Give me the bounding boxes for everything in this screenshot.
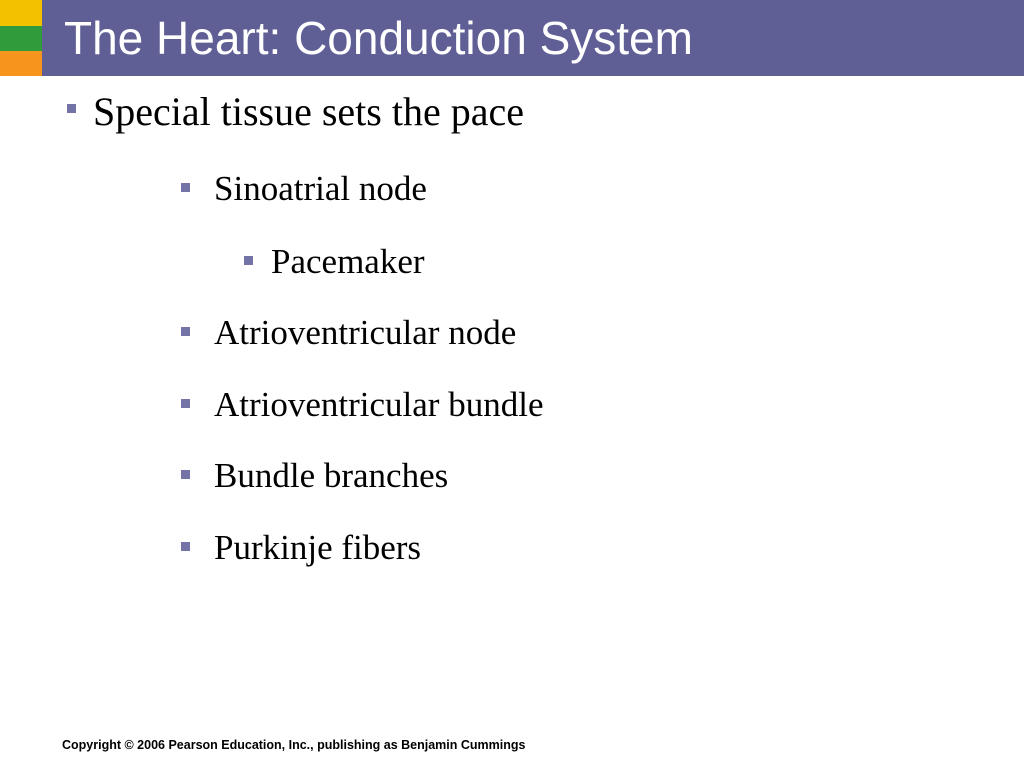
accent-yellow-block	[0, 0, 42, 26]
bullet-item-bundle-branches: Bundle branches	[214, 456, 449, 495]
bullet-item-atrioventricular-node: Atrioventricular node	[214, 313, 517, 352]
bullet-icon	[181, 183, 190, 192]
accent-green-block	[0, 26, 42, 51]
bullet-icon	[67, 104, 76, 113]
bullet-icon	[181, 327, 190, 336]
bullet-icon	[181, 470, 190, 479]
bullet-icon	[181, 399, 190, 408]
slide-title: The Heart: Conduction System	[64, 12, 693, 64]
bullet-item-sinoatrial-node: Sinoatrial node	[214, 169, 427, 208]
copyright-footer: Copyright © 2006 Pearson Education, Inc., publishing as Benjamin Cummings	[62, 738, 526, 752]
bullet-icon	[181, 542, 190, 551]
bullet-item-special-tissue: Special tissue sets the pace	[93, 89, 524, 134]
bullet-item-purkinje-fibers: Purkinje fibers	[214, 528, 422, 567]
bullet-item-atrioventricular-bundle: Atrioventricular bundle	[214, 385, 544, 424]
bullet-icon	[244, 256, 253, 265]
accent-orange-block	[0, 51, 42, 76]
bullet-item-pacemaker: Pacemaker	[271, 242, 425, 281]
